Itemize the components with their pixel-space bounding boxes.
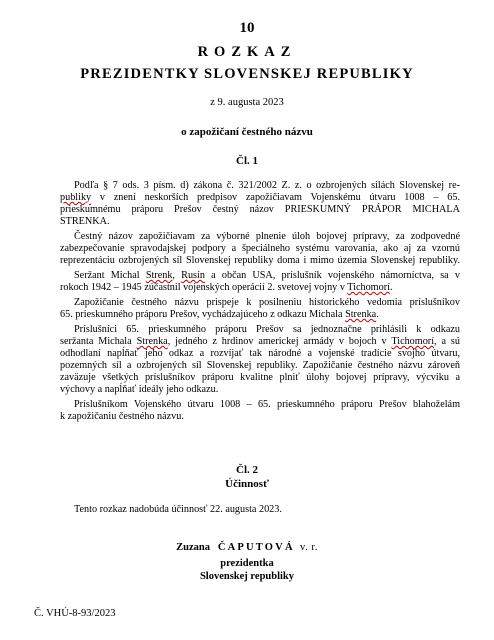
signature-name [0, 542, 494, 553]
document-number: 10 [239, 20, 255, 36]
article-1-line: pozemných síl a ozbrojených síl Slovenskej republiky. Zapožičanie čestného názvu zároveň [60, 360, 460, 371]
spellcheck-word: Strenka [136, 336, 168, 347]
signature-role: prezidentka [220, 558, 274, 569]
document-reference: Č. VHÚ-8-93/2023 [34, 608, 116, 619]
article-1-line: k zapožičaniu čestného názvu. [60, 411, 184, 422]
issuer-title: PREZIDENTKY SLOVENSKEJ REPUBLIKY [80, 66, 414, 82]
spellcheck-word: Strenk [145, 270, 173, 281]
spellcheck-word: Tichomorí [347, 282, 390, 293]
article-1-line: STRENKA. [60, 216, 110, 227]
document-type-title: ROZKAZ [197, 44, 297, 60]
spellcheck-word: Rusín [181, 270, 205, 281]
article-1-line: odhodlaní napĺňať jeho odkaz a rozvíjať tak národné a vojenské tradície svojho útvaru, [60, 348, 460, 359]
spellcheck-word: publiky [60, 192, 92, 203]
signature-suffix: v. r. [300, 542, 318, 553]
signature-country: Slovenskej republiky [199, 571, 295, 582]
article-1-line: 65. prieskumného práporu Prešov, vychádzajúceho z odkazu Michala Strenka. [60, 309, 379, 320]
article-1-line: zaväzuje všetkých príslušníkov práporu kvalitne plniť úlohy bojovej prípravy, výcviku a [60, 372, 460, 383]
document-subject: o zapožičaní čestného názvu [181, 126, 313, 138]
signature-first-name: Zuzana [176, 542, 210, 553]
article-1-line: Podľa § 7 ods. 3 písm. d) zákona č. 321/2002 Z. z. o ozbrojených silách Slovenskej re- [74, 180, 460, 191]
article-1-heading: Čl. 1 [236, 155, 258, 167]
article-1-line: Príslušníkom Vojenského útvaru 1008 – 65. prieskumného práporu Prešov blahoželám [74, 399, 460, 410]
article-2-text: Tento rozkaz nadobúda účinnosť 22. augusta 2023. [74, 504, 282, 515]
article-1-line: prieskumnému práporu Prešov čestný názov PRIESKUMNÝ PRÁPOR MICHALA [60, 204, 460, 215]
article-2-heading: Čl. 2 [236, 464, 258, 476]
article-1-line: rokoch 1942 – 1945 zúčastnil vojenských operácií 2. svetovej vojny v Tichomorí. [60, 282, 393, 293]
article-1-line: Príslušníci 65. prieskumného práporu Prešov sa jednoznačne prihlásili k odkazu [74, 324, 460, 335]
article-1-line: Zapožičanie čestného názvu prispeje k posilneniu historického vedomia príslušníkov [74, 297, 460, 308]
article-1-line: výchovy a napĺňať ideály jeho odkazu. [60, 384, 219, 395]
signature-surname: ČAPUTOVÁ [217, 542, 295, 553]
spellcheck-word: Strenka [345, 309, 377, 320]
article-1-line: publiky v znení neskorších predpisov zapožičiavam Vojenskému útvaru 1008 – 65. [60, 192, 460, 203]
article-1-line: Seržant Michal Strenk, Rusín a občan USA, príslušník vojenského námorníctva, sa v [74, 270, 460, 281]
article-2-title: Účinnosť [225, 478, 269, 490]
article-1-line: reprezentáciu ozbrojených síl Slovenskej republiky doma i mimo územia Slovenskej republiky. [60, 255, 460, 266]
spellcheck-word: Tichomorí [391, 336, 435, 347]
article-1-line: Čestný názov zapožičiavam za výborné plnenie úloh bojovej prípravy, za zodpovedné [74, 231, 460, 242]
document-date: z 9. augusta 2023 [210, 97, 284, 108]
article-1-line: zabezpečovanie spravodajskej podpory a špeciálneho systému varovania, ako aj za vzornú [60, 243, 460, 254]
article-1-line: seržanta Michala Strenka, jedného z hrdinov americkej armády v bojoch v Tichomorí, a sú [60, 336, 460, 347]
